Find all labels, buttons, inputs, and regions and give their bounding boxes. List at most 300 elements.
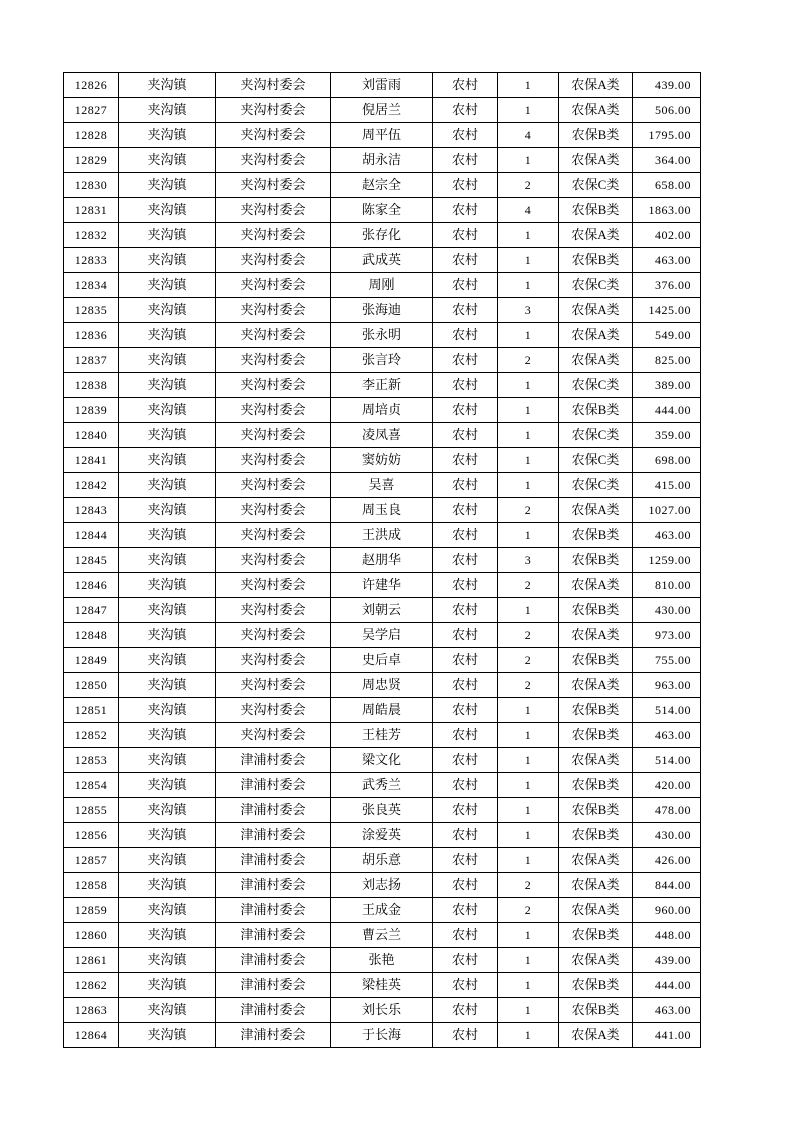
cell-count: 1 xyxy=(498,773,559,798)
table-row xyxy=(64,423,701,448)
cell-town: 夹沟镇 xyxy=(119,73,216,98)
cell-count: 4 xyxy=(498,198,559,223)
cell-town: 夹沟镇 xyxy=(119,373,216,398)
table-row xyxy=(64,923,701,948)
cell-village: 夹沟村委会 xyxy=(216,498,331,523)
cell-scheme: 农保A类 xyxy=(559,673,633,698)
cell-residence: 农村 xyxy=(433,323,498,348)
cell-id: 12854 xyxy=(64,773,119,798)
cell-residence: 农村 xyxy=(433,173,498,198)
cell-village: 夹沟村委会 xyxy=(216,123,331,148)
cell-name: 周培贞 xyxy=(331,398,433,423)
cell-scheme: 农保A类 xyxy=(559,873,633,898)
table-row xyxy=(64,273,701,298)
cell-town: 夹沟镇 xyxy=(119,248,216,273)
cell-residence: 农村 xyxy=(433,748,498,773)
cell-id: 12833 xyxy=(64,248,119,273)
cell-village: 夹沟村委会 xyxy=(216,573,331,598)
cell-village: 夹沟村委会 xyxy=(216,98,331,123)
cell-town: 夹沟镇 xyxy=(119,448,216,473)
table-row xyxy=(64,548,701,573)
cell-name: 王桂芳 xyxy=(331,723,433,748)
cell-amount: 755.00 xyxy=(633,648,701,673)
table-row xyxy=(64,698,701,723)
cell-town: 夹沟镇 xyxy=(119,973,216,998)
cell-village: 津浦村委会 xyxy=(216,898,331,923)
cell-name: 王洪成 xyxy=(331,523,433,548)
cell-scheme: 农保B类 xyxy=(559,923,633,948)
cell-residence: 农村 xyxy=(433,473,498,498)
cell-village: 津浦村委会 xyxy=(216,848,331,873)
cell-amount: 973.00 xyxy=(633,623,701,648)
cell-id: 12848 xyxy=(64,623,119,648)
cell-count: 3 xyxy=(498,548,559,573)
cell-id: 12856 xyxy=(64,823,119,848)
cell-scheme: 农保A类 xyxy=(559,948,633,973)
cell-name: 倪居兰 xyxy=(331,98,433,123)
cell-town: 夹沟镇 xyxy=(119,823,216,848)
table-row xyxy=(64,398,701,423)
cell-amount: 426.00 xyxy=(633,848,701,873)
cell-count: 3 xyxy=(498,298,559,323)
table-row xyxy=(64,773,701,798)
cell-name: 曹云兰 xyxy=(331,923,433,948)
cell-name: 张存化 xyxy=(331,223,433,248)
cell-name: 武秀兰 xyxy=(331,773,433,798)
cell-residence: 农村 xyxy=(433,523,498,548)
cell-amount: 463.00 xyxy=(633,723,701,748)
table-row xyxy=(64,948,701,973)
cell-scheme: 农保A类 xyxy=(559,573,633,598)
cell-town: 夹沟镇 xyxy=(119,473,216,498)
cell-amount: 441.00 xyxy=(633,1023,701,1048)
cell-scheme: 农保B类 xyxy=(559,548,633,573)
cell-village: 夹沟村委会 xyxy=(216,448,331,473)
table-row xyxy=(64,248,701,273)
cell-id: 12843 xyxy=(64,498,119,523)
cell-residence: 农村 xyxy=(433,248,498,273)
cell-id: 12826 xyxy=(64,73,119,98)
cell-town: 夹沟镇 xyxy=(119,123,216,148)
cell-village: 夹沟村委会 xyxy=(216,223,331,248)
cell-residence: 农村 xyxy=(433,348,498,373)
cell-residence: 农村 xyxy=(433,1023,498,1048)
cell-amount: 825.00 xyxy=(633,348,701,373)
cell-name: 张海迪 xyxy=(331,298,433,323)
cell-id: 12855 xyxy=(64,798,119,823)
table-row xyxy=(64,98,701,123)
cell-residence: 农村 xyxy=(433,723,498,748)
cell-id: 12836 xyxy=(64,323,119,348)
table-row xyxy=(64,198,701,223)
cell-town: 夹沟镇 xyxy=(119,548,216,573)
table-row xyxy=(64,723,701,748)
cell-scheme: 农保C类 xyxy=(559,273,633,298)
cell-scheme: 农保A类 xyxy=(559,148,633,173)
cell-residence: 农村 xyxy=(433,798,498,823)
cell-amount: 444.00 xyxy=(633,398,701,423)
table-row xyxy=(64,673,701,698)
cell-scheme: 农保A类 xyxy=(559,223,633,248)
cell-id: 12861 xyxy=(64,948,119,973)
cell-name: 张永明 xyxy=(331,323,433,348)
cell-town: 夹沟镇 xyxy=(119,798,216,823)
cell-amount: 463.00 xyxy=(633,998,701,1023)
table-row xyxy=(64,323,701,348)
table-row xyxy=(64,173,701,198)
cell-scheme: 农保A类 xyxy=(559,623,633,648)
cell-id: 12834 xyxy=(64,273,119,298)
table-row xyxy=(64,573,701,598)
cell-name: 胡乐意 xyxy=(331,848,433,873)
table-row xyxy=(64,623,701,648)
cell-scheme: 农保B类 xyxy=(559,998,633,1023)
cell-town: 夹沟镇 xyxy=(119,623,216,648)
cell-village: 夹沟村委会 xyxy=(216,348,331,373)
cell-count: 1 xyxy=(498,273,559,298)
cell-name: 刘长乐 xyxy=(331,998,433,1023)
table-row xyxy=(64,348,701,373)
cell-amount: 698.00 xyxy=(633,448,701,473)
cell-id: 12839 xyxy=(64,398,119,423)
cell-amount: 439.00 xyxy=(633,73,701,98)
cell-scheme: 农保A类 xyxy=(559,1023,633,1048)
cell-village: 津浦村委会 xyxy=(216,873,331,898)
cell-id: 12850 xyxy=(64,673,119,698)
table-row xyxy=(64,823,701,848)
cell-amount: 389.00 xyxy=(633,373,701,398)
cell-name: 周忠贤 xyxy=(331,673,433,698)
table-row xyxy=(64,373,701,398)
cell-village: 夹沟村委会 xyxy=(216,648,331,673)
cell-residence: 农村 xyxy=(433,423,498,448)
cell-id: 12853 xyxy=(64,748,119,773)
cell-village: 夹沟村委会 xyxy=(216,423,331,448)
cell-town: 夹沟镇 xyxy=(119,323,216,348)
cell-town: 夹沟镇 xyxy=(119,673,216,698)
cell-residence: 农村 xyxy=(433,273,498,298)
cell-name: 于长海 xyxy=(331,1023,433,1048)
table-row xyxy=(64,223,701,248)
cell-residence: 农村 xyxy=(433,623,498,648)
cell-name: 凌凤喜 xyxy=(331,423,433,448)
cell-count: 2 xyxy=(498,348,559,373)
cell-scheme: 农保C类 xyxy=(559,448,633,473)
table-row xyxy=(64,748,701,773)
cell-town: 夹沟镇 xyxy=(119,898,216,923)
cell-count: 1 xyxy=(498,148,559,173)
cell-scheme: 农保B类 xyxy=(559,648,633,673)
cell-id: 12846 xyxy=(64,573,119,598)
cell-id: 12844 xyxy=(64,523,119,548)
cell-id: 12849 xyxy=(64,648,119,673)
cell-count: 2 xyxy=(498,173,559,198)
cell-count: 1 xyxy=(498,373,559,398)
cell-count: 1 xyxy=(498,73,559,98)
cell-town: 夹沟镇 xyxy=(119,348,216,373)
cell-amount: 463.00 xyxy=(633,248,701,273)
cell-name: 刘志扬 xyxy=(331,873,433,898)
table-row xyxy=(64,848,701,873)
cell-scheme: 农保A类 xyxy=(559,323,633,348)
cell-amount: 364.00 xyxy=(633,148,701,173)
table-row xyxy=(64,448,701,473)
cell-id: 12827 xyxy=(64,98,119,123)
cell-id: 12859 xyxy=(64,898,119,923)
cell-name: 李正新 xyxy=(331,373,433,398)
table-row xyxy=(64,648,701,673)
cell-name: 梁桂英 xyxy=(331,973,433,998)
cell-amount: 514.00 xyxy=(633,748,701,773)
cell-town: 夹沟镇 xyxy=(119,698,216,723)
table-row xyxy=(64,498,701,523)
cell-count: 1 xyxy=(498,423,559,448)
cell-residence: 农村 xyxy=(433,198,498,223)
cell-town: 夹沟镇 xyxy=(119,723,216,748)
cell-town: 夹沟镇 xyxy=(119,598,216,623)
cell-village: 夹沟村委会 xyxy=(216,698,331,723)
cell-amount: 444.00 xyxy=(633,973,701,998)
cell-residence: 农村 xyxy=(433,148,498,173)
table-row xyxy=(64,898,701,923)
cell-scheme: 农保A类 xyxy=(559,73,633,98)
cell-count: 1 xyxy=(498,1023,559,1048)
cell-town: 夹沟镇 xyxy=(119,998,216,1023)
cell-count: 2 xyxy=(498,498,559,523)
cell-residence: 农村 xyxy=(433,773,498,798)
cell-count: 1 xyxy=(498,748,559,773)
cell-amount: 1027.00 xyxy=(633,498,701,523)
cell-id: 12842 xyxy=(64,473,119,498)
cell-scheme: 农保B类 xyxy=(559,698,633,723)
cell-name: 张艳 xyxy=(331,948,433,973)
cell-village: 夹沟村委会 xyxy=(216,548,331,573)
cell-residence: 农村 xyxy=(433,448,498,473)
table-row xyxy=(64,598,701,623)
cell-village: 夹沟村委会 xyxy=(216,73,331,98)
cell-residence: 农村 xyxy=(433,898,498,923)
cell-count: 1 xyxy=(498,448,559,473)
cell-count: 1 xyxy=(498,698,559,723)
cell-name: 窦妨妨 xyxy=(331,448,433,473)
cell-scheme: 农保B类 xyxy=(559,723,633,748)
table-row xyxy=(64,473,701,498)
table-row xyxy=(64,148,701,173)
cell-village: 夹沟村委会 xyxy=(216,273,331,298)
table-row xyxy=(64,998,701,1023)
cell-village: 夹沟村委会 xyxy=(216,248,331,273)
cell-village: 夹沟村委会 xyxy=(216,323,331,348)
table-row xyxy=(64,798,701,823)
table-row xyxy=(64,1023,701,1048)
cell-village: 夹沟村委会 xyxy=(216,198,331,223)
cell-residence: 农村 xyxy=(433,123,498,148)
cell-scheme: 农保B类 xyxy=(559,198,633,223)
cell-scheme: 农保C类 xyxy=(559,423,633,448)
cell-amount: 963.00 xyxy=(633,673,701,698)
cell-count: 4 xyxy=(498,123,559,148)
table-row xyxy=(64,873,701,898)
cell-scheme: 农保B类 xyxy=(559,398,633,423)
cell-scheme: 农保C类 xyxy=(559,173,633,198)
cell-amount: 430.00 xyxy=(633,598,701,623)
cell-id: 12845 xyxy=(64,548,119,573)
cell-residence: 农村 xyxy=(433,973,498,998)
cell-count: 2 xyxy=(498,623,559,648)
cell-village: 夹沟村委会 xyxy=(216,148,331,173)
cell-name: 张良英 xyxy=(331,798,433,823)
cell-scheme: 农保B类 xyxy=(559,248,633,273)
cell-id: 12862 xyxy=(64,973,119,998)
cell-count: 1 xyxy=(498,598,559,623)
cell-residence: 农村 xyxy=(433,598,498,623)
cell-town: 夹沟镇 xyxy=(119,573,216,598)
cell-town: 夹沟镇 xyxy=(119,748,216,773)
cell-id: 12863 xyxy=(64,998,119,1023)
cell-id: 12838 xyxy=(64,373,119,398)
cell-id: 12837 xyxy=(64,348,119,373)
cell-village: 夹沟村委会 xyxy=(216,373,331,398)
cell-village: 津浦村委会 xyxy=(216,1023,331,1048)
cell-id: 12841 xyxy=(64,448,119,473)
cell-residence: 农村 xyxy=(433,848,498,873)
cell-village: 夹沟村委会 xyxy=(216,523,331,548)
cell-village: 津浦村委会 xyxy=(216,773,331,798)
cell-amount: 844.00 xyxy=(633,873,701,898)
cell-village: 津浦村委会 xyxy=(216,923,331,948)
cell-scheme: 农保B类 xyxy=(559,773,633,798)
cell-count: 1 xyxy=(498,473,559,498)
cell-town: 夹沟镇 xyxy=(119,498,216,523)
cell-amount: 549.00 xyxy=(633,323,701,348)
cell-residence: 农村 xyxy=(433,573,498,598)
cell-amount: 1425.00 xyxy=(633,298,701,323)
cell-id: 12860 xyxy=(64,923,119,948)
cell-scheme: 农保B类 xyxy=(559,798,633,823)
cell-scheme: 农保A类 xyxy=(559,848,633,873)
cell-town: 夹沟镇 xyxy=(119,1023,216,1048)
cell-name: 赵宗全 xyxy=(331,173,433,198)
cell-village: 津浦村委会 xyxy=(216,823,331,848)
cell-name: 周皓晨 xyxy=(331,698,433,723)
cell-village: 夹沟村委会 xyxy=(216,473,331,498)
cell-count: 2 xyxy=(498,648,559,673)
cell-amount: 960.00 xyxy=(633,898,701,923)
cell-town: 夹沟镇 xyxy=(119,148,216,173)
cell-village: 夹沟村委会 xyxy=(216,298,331,323)
cell-residence: 农村 xyxy=(433,948,498,973)
cell-amount: 1863.00 xyxy=(633,198,701,223)
cell-town: 夹沟镇 xyxy=(119,423,216,448)
cell-scheme: 农保C类 xyxy=(559,473,633,498)
cell-id: 12858 xyxy=(64,873,119,898)
cell-amount: 506.00 xyxy=(633,98,701,123)
cell-residence: 农村 xyxy=(433,648,498,673)
cell-count: 1 xyxy=(498,923,559,948)
cell-town: 夹沟镇 xyxy=(119,773,216,798)
cell-town: 夹沟镇 xyxy=(119,648,216,673)
cell-village: 津浦村委会 xyxy=(216,798,331,823)
cell-village: 夹沟村委会 xyxy=(216,598,331,623)
cell-village: 津浦村委会 xyxy=(216,998,331,1023)
cell-scheme: 农保B类 xyxy=(559,523,633,548)
cell-town: 夹沟镇 xyxy=(119,523,216,548)
cell-town: 夹沟镇 xyxy=(119,848,216,873)
cell-count: 2 xyxy=(498,898,559,923)
cell-count: 1 xyxy=(498,323,559,348)
cell-id: 12830 xyxy=(64,173,119,198)
table-row xyxy=(64,523,701,548)
cell-count: 1 xyxy=(498,798,559,823)
cell-name: 王成金 xyxy=(331,898,433,923)
table-row xyxy=(64,73,701,98)
cell-id: 12857 xyxy=(64,848,119,873)
cell-village: 津浦村委会 xyxy=(216,948,331,973)
cell-scheme: 农保A类 xyxy=(559,748,633,773)
table-row xyxy=(64,123,701,148)
cell-village: 夹沟村委会 xyxy=(216,723,331,748)
cell-town: 夹沟镇 xyxy=(119,273,216,298)
cell-name: 周平伍 xyxy=(331,123,433,148)
cell-amount: 514.00 xyxy=(633,698,701,723)
cell-count: 1 xyxy=(498,398,559,423)
cell-amount: 463.00 xyxy=(633,523,701,548)
cell-count: 1 xyxy=(498,998,559,1023)
cell-residence: 农村 xyxy=(433,873,498,898)
cell-residence: 农村 xyxy=(433,823,498,848)
cell-id: 12829 xyxy=(64,148,119,173)
cell-name: 吴学启 xyxy=(331,623,433,648)
cell-amount: 448.00 xyxy=(633,923,701,948)
cell-id: 12847 xyxy=(64,598,119,623)
cell-town: 夹沟镇 xyxy=(119,173,216,198)
cell-name: 赵朋华 xyxy=(331,548,433,573)
cell-scheme: 农保B类 xyxy=(559,823,633,848)
cell-town: 夹沟镇 xyxy=(119,873,216,898)
cell-amount: 376.00 xyxy=(633,273,701,298)
cell-town: 夹沟镇 xyxy=(119,398,216,423)
cell-id: 12840 xyxy=(64,423,119,448)
cell-count: 2 xyxy=(498,873,559,898)
cell-village: 津浦村委会 xyxy=(216,973,331,998)
cell-name: 刘朝云 xyxy=(331,598,433,623)
cell-scheme: 农保B类 xyxy=(559,123,633,148)
cell-count: 1 xyxy=(498,948,559,973)
cell-name: 周玉良 xyxy=(331,498,433,523)
cell-amount: 420.00 xyxy=(633,773,701,798)
cell-village: 津浦村委会 xyxy=(216,748,331,773)
cell-town: 夹沟镇 xyxy=(119,98,216,123)
cell-village: 夹沟村委会 xyxy=(216,398,331,423)
cell-residence: 农村 xyxy=(433,73,498,98)
table-row xyxy=(64,298,701,323)
cell-count: 1 xyxy=(498,848,559,873)
cell-name: 许建华 xyxy=(331,573,433,598)
cell-id: 12852 xyxy=(64,723,119,748)
cell-residence: 农村 xyxy=(433,548,498,573)
cell-count: 1 xyxy=(498,723,559,748)
cell-count: 2 xyxy=(498,573,559,598)
cell-residence: 农村 xyxy=(433,923,498,948)
cell-amount: 1795.00 xyxy=(633,123,701,148)
table-body xyxy=(64,73,701,1048)
cell-amount: 430.00 xyxy=(633,823,701,848)
cell-village: 夹沟村委会 xyxy=(216,673,331,698)
cell-residence: 农村 xyxy=(433,998,498,1023)
cell-id: 12832 xyxy=(64,223,119,248)
cell-name: 史后卓 xyxy=(331,648,433,673)
cell-town: 夹沟镇 xyxy=(119,223,216,248)
